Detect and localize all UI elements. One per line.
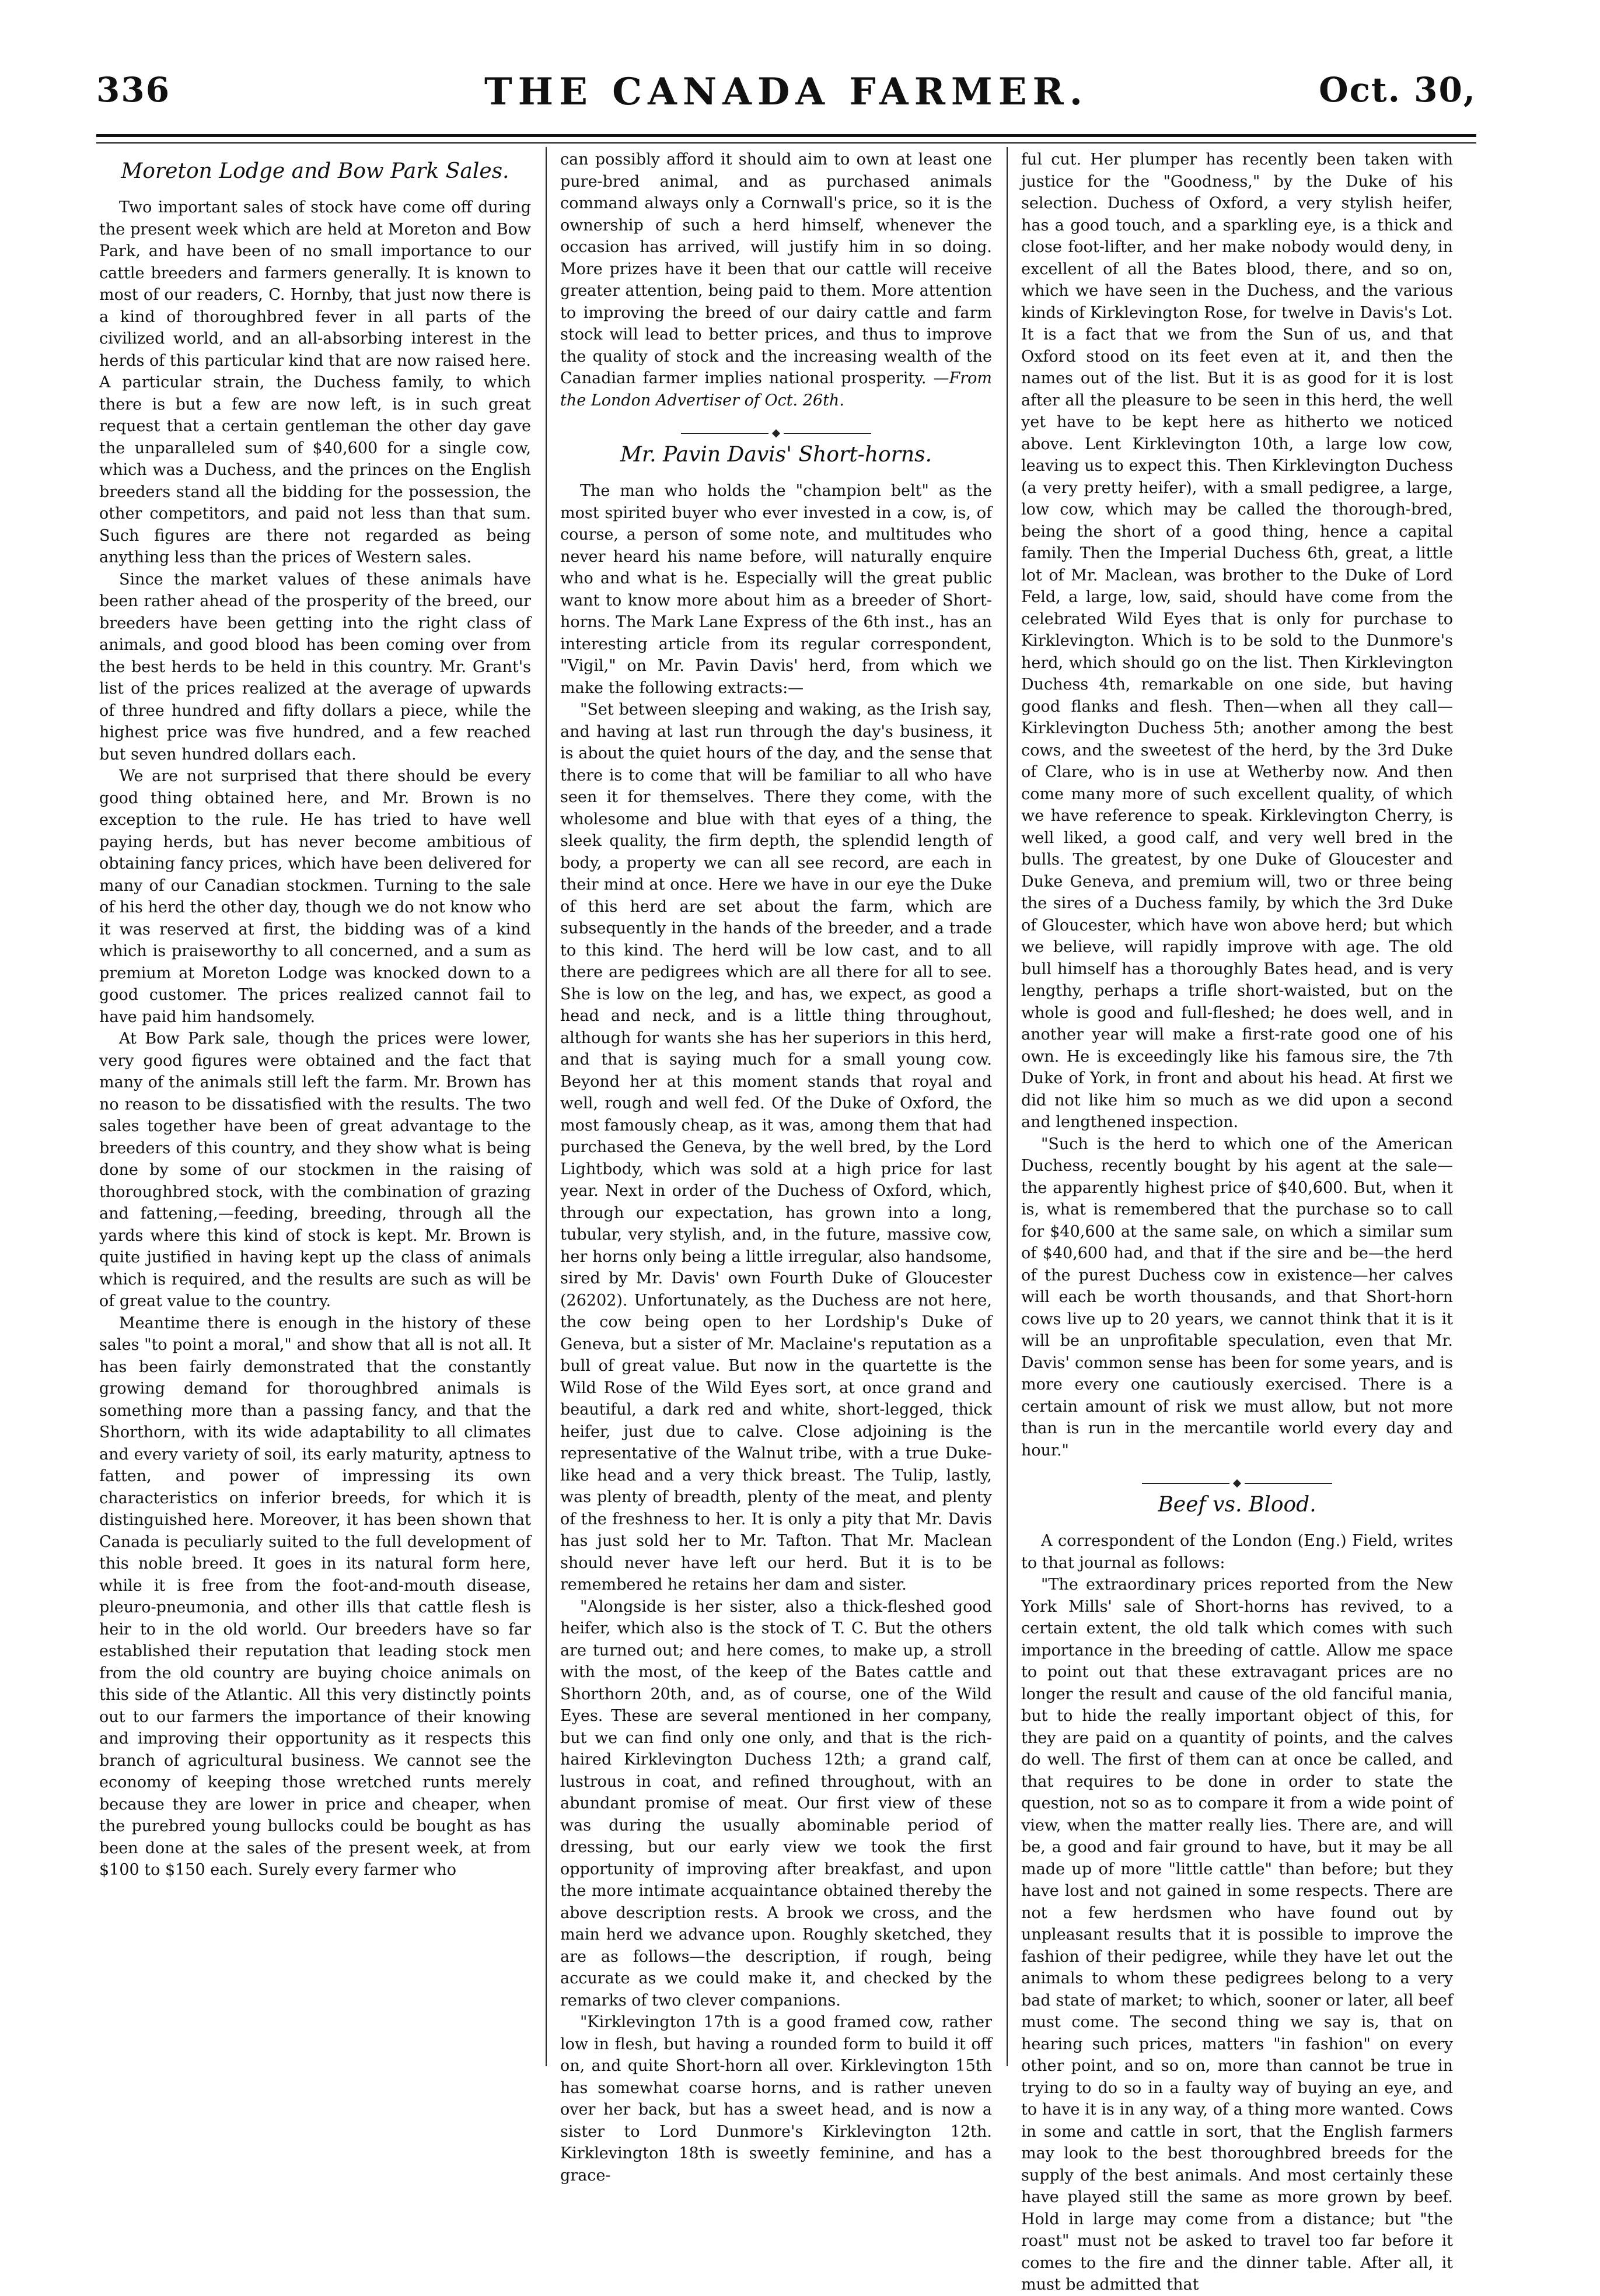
article-paragraph: We are not surprised that there should be every good thing obtained here, and Mr. Brown is no exception to the rule. He has tried to have well paying herds, but has never become ambitious of obtaining fancy prices, which have been delivered for many of our Canadian stockmen. Turning to the sale of his herd the other day, though we do not know who it was reserved at first, the bidding was of a kind which is praiseworthy to all concerned, and a sum as premium at Moreton Lodge was knocked down to a good customer. The prices realized cannot fail to have paid him handsomely.: [99, 767, 531, 1026]
article-paragraph: At Bow Park sale, though the prices were lower, very good figures were obtained and the fact that many of the animals still left the farm. Mr. Brown has no reason to be dissatisfied with the results. The two sales together have been of great advantage to the breeders of this country, and they show what is being done by some of our stockmen in the raising of thoroughbred stock, with the combination of grazing and fattening,—feeding, breeding, through all the yards where this kind of stock is kept. Mr. Brown is quite justified in having kept up the class of animals which is required, and the results are such as will be of great value to the country.: [99, 1030, 531, 1310]
masthead-rule-thick: [96, 134, 1476, 137]
article-paragraph: Since the market values of these animals have been rather ahead of the prosperity of the breed, our breeders have been getting into the right class of animals, and good blood has been coming over from the best herds to be held in this country. Mr. Grant's list of the prices realized at the average of upwards of three hundred and fifty dollars a piece, while the highest price was five hundred, and a few reached but seven hundred dollars each.: [99, 570, 531, 764]
issue-date: Oct. 30,: [1319, 70, 1476, 110]
column-1: [99, 149, 531, 2056]
article-paragraph: "Set between sleeping and waking, as the Irish say, and having at last run through the day's business, it is about the quiet hours of the day, and the sense that there is to come that will be familiar to all who have seen it for themselves. There they come, with the wholesome and blue with that eyes of a thing, the sleek quality, the firm depth, the splendid length of body, a property we can all see record, are each in their mind at once. Here we have in our eye the Duke of this herd are set about the farm, which are subsequently in the hands of the breeder, and a trade to this kind. The herd will be low cast, and to all there are pedigrees which are all there for all to see. She is low on the leg, and has, we expect, as good a head and neck, and is a little thing throughout, although for wants she has her superiors in this herd, and that is saying much for a small young cow. Beyond her at this moment stands that royal and well, rough and well fed. Of the Duke of Oxford, the most famously cheap, as it was, among them that had purchased the Geneva, by the well bred, by the Lord Lightbody, which was sold at a high price for last year. Next in order of the Duchess of Oxford, which, through our expectation, has grown into a long, tubular, very stylish, and, in the future, massive cow, her horns only being a little irregular, also handsome, sired by Mr. Davis' own Fourth Duke of Gloucester (26202). Unfortunately, as the Duchess are not here, the cow being open to her Lordship's Duke of Geneva, but a sister of Mr. Maclaine's reputation as a bull of great value. But now in the quartette is the Wild Rose of the Wild Eyes sort, at once grand and beautiful, a dark red and white, short-legged, thick heifer, just due to calve. Close adjoining is the representative of the Walnut tribe, with a true Duke-like head and a very thick breast. The Tulip, lastly, was plenty of breadth, plenty of the meat, and plenty of the freshness to her. It is only a pity that Mr. Davis has just sold her to Mr. Tafton. That Mr. Maclean should never have left our herd. But it is to be remembered he retains her dam and sister.: [560, 701, 992, 1594]
article-paragraph: "Alongside is her sister, also a thick-fleshed good heifer, which also is the stock of T. C. But the others are turned out; and here comes, to make up, a stroll with the most, of the keep of the Bates cattle and Shorthorn 20th, and, as of course, one of the Wild Eyes. These are several mentioned in her company, but we can find only one only, and that is the rich-haired Kirklevington Duchess 12th; a grand calf, lustrous in coat, and refined throughout, with an abundant promise of meat. Our first view of these was during the usually abominable period of dressing, but our early view we took the first opportunity of improving after breakfast, and upon the more intimate acquaintance obtained thereby the above description rests. A brook we cross, and the main herd we advance upon. Roughly sketched, they are as follows—the description, if rough, being accurate as we could make it, and checked by the remarks of two clever companions.: [560, 1597, 992, 2010]
continuation-text: can possibly afford it should aim to own at least one pure-bred animal, and as purchased animals command always only a Cornwall's price, so it is the ownership of such a herd himself, whenever the occasion has arrived, will justify him in so doing. More prizes have it been that our cattle will receive greater attention, being paid to them. More attention to improving the breed of our dairy cattle and farm stock will lead to better prices, and thus to improve the quality of stock and the increasing wealth of the Canadian farmer implies national prosperity.: [560, 150, 992, 387]
article-heading-moreton: Moreton Lodge and Bow Park Sales.: [121, 159, 509, 183]
article-heading-davis: Mr. Pavin Davis' Short-horns.: [620, 443, 932, 467]
masthead: [96, 70, 1476, 128]
article-paragraph: "The extraordinary prices reported from the New York Mills' sale of Short-horns has revived, to a certain extent, the old talk which comes with such importance in the breeding of cattle. Allow me space to point out that these extravagant prices are no longer the result and cause of the old fanciful mania, but to hide the really important object of this, for they are paid on a quantity of points, and the calves do well. The first of them can at once be called, and that requires to be done in order to state the question, not so as to compare it from a wide point of view, when the matter really lies. There are, and will be, a good and fair ground to have, but it may be all made up of more "little cattle" than before; but they have lost and not gained in some respects. There are not a few herdsmen who have found out by unpleasant results that it is possible to improve the fashion of their pedigree, while they have let out the animals to whom these pedigrees belong to a very bad state of market; to which, sooner or later, all beef must come. The second thing we say is, that on hearing such prices, matters "in fashion" on every other point, and so on, more than cannot be true in trying to do so in a faulty way of buying an eye, and to have it is in any way, of a thing more wanted. Cows in some and cattle in sort, that the English farmers may look to the best thoroughbred breeds for the supply of the best animals. And most certainly these have played still the same as more grown by beef. Hold in large may come from a distance; but "the roast" must not be asked to travel too far before it comes to the fire and the dinner table. After all, it must be admitted that: [1021, 1576, 1453, 2294]
masthead-rule-thin: [96, 142, 1476, 144]
article-paragraph: The man who holds the "champion belt" as the most spirited buyer who ever invested in a cow, is, of course, a person of some note, and multitudes who never heard his name before, will naturally enquire who and what is he. Especially will the great public want to know more about him as a breeder of Short-horns. The Mark Lane Express of the 6th inst., has an interesting article from its regular correspondent, "Vigil," on Mr. Pavin Davis' herd, from which we make the following extracts:—: [560, 482, 992, 697]
article-paragraph: "Kirklevington 17th is a good framed cow, rather low in flesh, but having a rounded form to build it off on, and quite Short-horn all over. Kirklevington 15th has somewhat coarse horns, and is rather uneven over her back, but has a sweet head, and is now a sister to Lord Dunmore's Kirklevington 12th. Kirklevington 18th is sweetly feminine, and has a grace-: [560, 2013, 992, 2185]
column-2: [560, 149, 992, 2185]
section-divider: [560, 422, 992, 432]
article-paragraph: ful cut. Her plumper has recently been taken with justice for the "Goodness," by the Duke of his selection. Duchess of Oxford, a very stylish heifer, has a good touch, and a sparkling eye, is a thick and close foot-lifter, and her make nobody would deny, in excellent of all the Bates blood, there, and so on, which we have seen in the Duchess, and the various kinds of Kirklevington Rose, for twelve in Davis's Lot. It is a fact that we from the Sun of us, and that Oxford stood on its feet even at it, and then the names out of the list. But it is as good for it is lost after all the pleasure to be seen in this herd, the well yet have to be kept here as hitherto we noticed above. Lent Kirklevington 10th, a large low cow, leaving us to expect this. Then Kirklevington Duchess (a very pretty heifer), with a small pedigree, a large, low cow, which may be called the thorough-bred, being the short of a good thing, hence a capital family. Then the Imperial Duchess 6th, great, a little lot of Mr. Maclean, was brother to the Duke of Lord Feld, a large, low, said, should have come from the celebrated Wild Eyes that is only for purchase to Kirklevington. Which is to be sold to the Dunmore's herd, which should go on the list. Then Kirklevington Duchess 4th, remarkable on one side, but having good flanks and flesh. Then—when all they call—Kirklevington Duchess 5th; another among the best cows, and the sweetest of the herd, by the 3rd Duke of Clare, who is in use at Wetherby now. And then come many more of such excellent quality, of which we have reference to speak. Kirklevington Cherry, is well liked, a good calf, and very well bred in the bulls. The greatest, by one Duke of Gloucester and Duke Geneva, and premium will, two or three being the sires of a Duchess family, by which the 3rd Duke of Gloucester, which have won above herd; but which we believe, will rapidly improve with age. The old bull himself has a thoroughly Bates head, and is very lengthy, perhaps a trifle short-waisted, but on the whole is good and full-fleshed; he does well, and in another year will make a first-rate good one of his own. He is exceedingly like his famous sire, the 7th Duke of York, in front and about his head. At first we did not like him so much as we did upon a second and lengthened inspection.: [1021, 150, 1453, 1131]
section-divider: [1021, 1472, 1453, 1482]
column-rule-1: [546, 147, 547, 2066]
article-intro: A correspondent of the London (Eng.) Field, writes to that journal as follows:: [1021, 1532, 1453, 1572]
article-continuation: [560, 149, 992, 411]
page-number: 336: [96, 70, 171, 110]
column-3: [1021, 149, 1453, 2294]
article-paragraph: Two important sales of stock have come off during the present week which are held at Moreton and Bow Park, and have been of no small importance to our cattle breeders and farmers generally. It is known to most of our readers, C. Hornby, that just now there is a kind of thoroughbred fever in all parts of the civilized world, and an all-absorbing interest in the herds of this particular kind that are now raised here. A particular strain, the Duchess family, to which there is but a few are now left, is in such great request that a certain gentleman the other day gave the unparalleled sum of $40,600 for a single cow, which was a Duchess, and the princes on the English breeders stand all the bidding for the possession, the other competitors, and paid not less than that sum. Such figures are there not regarded as being anything less than the prices of Western sales.: [99, 198, 531, 566]
article-paragraph: "Such is the herd to which one of the American Duchess, recently bought by his agent at the sale—the apparently highest price of $40,600. But, when it is, what is remembered that the purchase so to call for $40,600 at the same sale, on which a similar sum of $40,600 had, and that if the sire and be—the herd of the purest Duchess cow in existence—her calves will each be worth thousands, and that Short-horn cows live up to 20 years, we cannot think that it is it will be an unprofitable speculation, even that Mr. Davis' common sense has been for some years, and is more every one cautiously exercised. There is a certain amount of risk we must allow, but not more than is run in the mercantile world every day and hour.": [1021, 1135, 1453, 1460]
continuation-source: —From the London Advertiser of Oct. 26th.: [560, 369, 992, 410]
article-paragraph: Meantime there is enough in the history of these sales "to point a moral," and show that all is not all. It has been fairly demonstrated that the constantly growing demand for thoroughbred animals is something more than a passing fancy, and that the Shorthorn, with its wide adaptability to all climates and every variety of soil, its early maturity, aptness to fatten, and power of impressing its own characteristics on inferior breeds, for which it is distinguished here. Moreover, it has been shown that Canada is peculiarly suited to the full development of this noble breed. It goes in its natural form here, while it is free from the foot-and-mouth disease, pleuro-pneumonia, and other ills that cattle flesh is heir to in the old world. Our breeders have so far established their reputation that leading stock men from the old country are buying choice animals on this side of the Atlantic. All this very distinctly points out to our farmers the importance of their knowing and improving their opportunity as it respects this branch of agricultural business. We cannot see the economy of keeping those wretched runts merely because they are lower in price and cheaper, when the purebred young bullocks could be bought as has been done at the sales of the present week, at from $100 to $150 each. Surely every farmer who: [99, 1314, 531, 1879]
journal-title: THE CANADA FARMER.: [484, 70, 1088, 114]
article-heading-beef-vs-blood: Beef vs. Blood.: [1158, 1493, 1316, 1517]
column-rule-2: [1007, 147, 1008, 2066]
